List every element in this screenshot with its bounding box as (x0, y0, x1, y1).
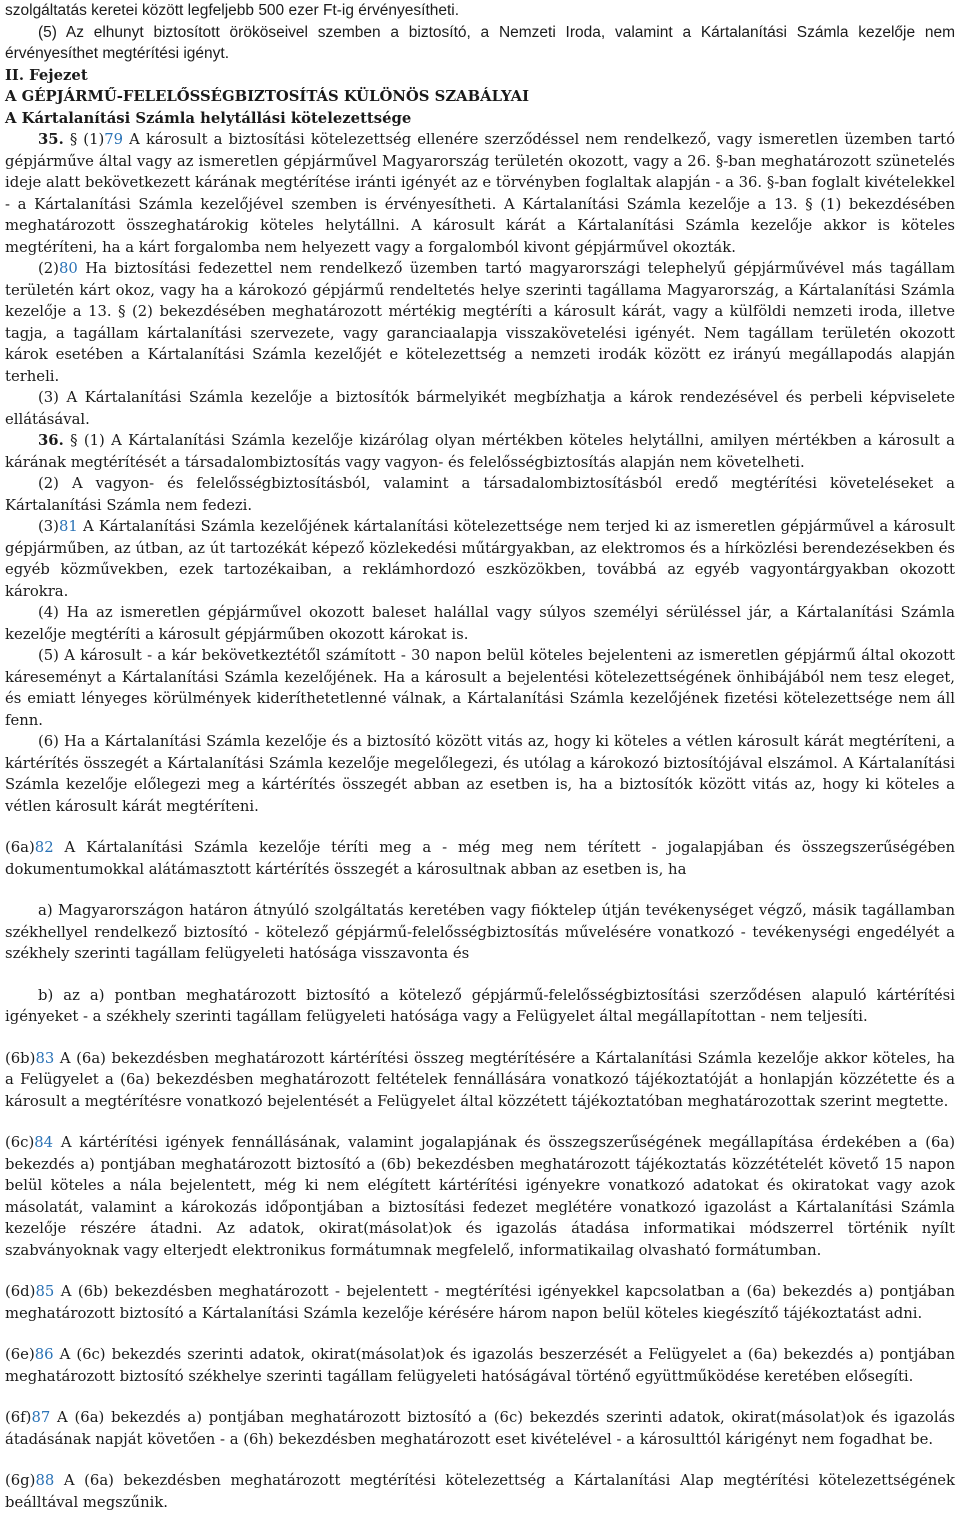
section-35-paragraph-2 (5, 258, 955, 387)
paragraph-6b-text: A (6a) bekezdésben meghatározott kártérítési összeg megtérítésére a Kártalanítási Számla kezelője akkor köteles, ha a Felügyelet a (6a) bekezdésben meghatározott feltételek fennállására vonatkozó tájékoztatóját a honlapján közzétette és a károsult a megtérítésre vonatkozó bejelentését a Felügyelet által közzétett tájékoztatóban meghatározottak szerint megtette. (5, 1049, 955, 1110)
section-subtitle: A Kártalanítási Számla helytállási kötelezettsége (5, 109, 412, 127)
paragraph-6e-text: A (6c) bekezdés szerinti adatok, okirat(másolat)ok és igazolás beszerzését a Felügyelet a (6a) bekezdés a) pontjában meghatározott biztosító székhelye szerinti tagállam felügyeleti hatóságával történő együttműködése keretében elősegíti. (5, 1346, 955, 1385)
paragraph-6a-prefix: (6a) (5, 839, 35, 856)
chapter-title: A GÉPJÁRMŰ-FELELŐSSÉGBIZTOSÍTÁS KÜLÖNÖS SZABÁLYAI (5, 88, 530, 105)
section-36-p3-text: A Kártalanítási Számla kezelőjének kártalanítási kötelezettsége nem terjed ki az ismeretlen gépjárművel a károsult gépjárműben, az útban, az út tartozékát képező közlekedési műtárgyakban, az elektromos és a hírközlési berendezésekben és egyéb közművekben, ezek tartozékaiban, a reklámhordozó eszközökben, továbbá az egyéb vagyontárgyakban okozott károkra. (5, 518, 955, 600)
paragraph-6a-point-b: b) az a) pontban meghatározott biztosító a kötelező gépjármű-felelősségbiztosítási szerződésen alapuló kártérítési igényeket - a székhely szerinti tagállam felügyeleti hatósága vagy a Felügyelet által megállapítottan - nem teljesíti. (5, 986, 955, 1025)
paragraph-6b (5, 1048, 955, 1113)
section-36-paragraph-3 (5, 516, 955, 602)
footnote-ref-86[interactable]: 86 (34, 1346, 54, 1363)
footnote-ref-82[interactable]: 82 (34, 839, 54, 856)
document-page (5, 0, 955, 1513)
section-36-paragraph-4: (4) Ha az ismeretlen gépjárművel okozott baleset halállal vagy súlyos személyi sérüléssel jár, a Kártalanítási Számla kezelője megtéríti a károsult gépjárműben okozott károkat is. (5, 604, 955, 643)
paragraph-6b-prefix: (6b) (5, 1049, 36, 1067)
section-35-p2-text: Ha biztosítási fedezettel nem rendelkező üzemben tartó magyarországi telephelyű gépjárművével más tagállam területén kárt okoz, vagy ha a károkozó gépjármű rendeltetés helye szerinti tagállama Magyarország, a Kártalanítási Számla kezelője a 13. § (2) bekezdésében meghatározott mértékig megtéríti a károsult kárát, vagy a külföldi nemzeti iroda, illetve tagja, a tagállam kártalanítási szervezete, vagy garanciaalapja visszakövetelési igényét. Nem tagállam területén okozott károk esetében a Kártalanítási Számla kezelőjét e kötelezettség a nemzeti irodák között ez irányú megállapodás alapján terheli. (5, 260, 955, 385)
footnote-ref-80[interactable]: 80 (58, 260, 78, 277)
section-36-paragraph-1 (5, 430, 955, 473)
footnote-ref-83[interactable]: 83 (35, 1049, 55, 1067)
section-35-paragraph-3: (3) A Kártalanítási Számla kezelője a biztosítók bármelyikét megbízhatja a károk rendezésével és perbeli képviselete ellátásával. (5, 389, 955, 428)
paragraph-6e (5, 1344, 955, 1387)
chapter-heading: II. Fejezet (5, 66, 88, 84)
section-36-p3-prefix: (3) (38, 518, 59, 535)
section-36-paragraph-5: (5) A károsult - a kár bekövetkeztétől számított - 30 napon belül köteles bejelenteni az ismeretlen gépjármű által okozott káreseményt a Kártalanítási Számla kezelőjének. Ha a károsult a bejelentési kötelezettségének önhibájából nem tesz eleget, és emiatt lényeges körülmények kideríthetetlenné válnak, a Kártalanítási Számla kezelőjének fizetési kötelezettsége nem áll fenn. (5, 647, 955, 729)
paragraph-6g-text: A (6a) bekezdésben meghatározott megtérítési kötelezettség a Kártalanítási Alap megtérítési kötelezettségének beálltával megszűnik. (5, 1472, 955, 1511)
paragraph-6f-prefix: (6f) (5, 1409, 32, 1426)
paragraph-6d-text: A (6b) bekezdésben meghatározott - bejelentett - megtérítési igényekkel kapcsolatban a (6a) bekezdés a) pontjában meghatározott biztosító a Kártalanítási Számla kezelője kérésére három napon belül köteles kiegészítő tájékoztatást adni. (5, 1283, 955, 1322)
section-35-paragraph-1 (5, 129, 955, 258)
paragraph-6a-point-a: a) Magyarországon határon átnyúló szolgáltatás keretében vagy fióktelep útján tevékenységet végző, másik tagállamban székhellyel rendelkező biztosító - kötelező gépjármű-felelősségbiztosítás művelésére vonatkozó - tevékenységi engedélyét a székhely szerinti tagállam felügyeleti hatósága visszavonta és (5, 902, 955, 962)
footnote-ref-88[interactable]: 88 (35, 1472, 55, 1489)
footnote-ref-84[interactable]: 84 (34, 1134, 54, 1151)
paragraph-6g (5, 1470, 955, 1513)
footnote-ref-81[interactable]: 81 (58, 518, 78, 535)
footnote-ref-79[interactable]: 79 (104, 131, 124, 148)
paragraph-6g-prefix: (6g) (5, 1472, 36, 1489)
paragraph-6c-prefix: (6c) (5, 1134, 35, 1151)
footnote-ref-85[interactable]: 85 (35, 1283, 55, 1300)
paragraph-6c-text: A kártérítési igények fennállásának, valamint jogalapjának és összegszerűségének megállapítása érdekében a (6a) bekezdés a) pontjában meghatározott biztosító a (6b) bekezdésben meghatározott tájékoztatás közzétételét követő 15 napon belül köteles a nála bejelentett, még ki nem elégített kártérítési igényekre vonatkozó adatokat és okiratokat vagy azok másolatát, valamint a károkozás időpontjában a biztosítási fedezet meglétére vonatkozó igazolást a Kártalanítási Számla kezelője részére átadni. Az adatok, okirat(másolat)ok és igazolás átadása informatikai módszerrel történik nyílt szabványoknak vagy elterjedt elektronikus formátumnak megfelelő, informatikailag olvasható formátumban. (5, 1134, 955, 1259)
section-36-paragraph-6: (6) Ha a Kártalanítási Számla kezelője és a biztosító között vitás az, hogy ki köteles a vétlen károsult kárát megtéríteni, a kártérítés összegét a Kártalanítási Számla kezelője megelőlegezi, és utólag a károkozó biztosítójával elszámol. A Kártalanítási Számla kezelője előlegezi meg a kártérítés összegét abban az esetben is, ha a biztosítók között vitás az, hogy ki köteles a vétlen károsult kárát megtéríteni. (5, 733, 955, 815)
intro-line-1: szolgáltatás keretei között legfeljebb 500 ezer Ft-ig érvényesítheti. (5, 2, 460, 19)
paragraph-6a (5, 837, 955, 880)
section-35-number: 35. (38, 131, 64, 148)
section-36-p1-text: § (1) A Kártalanítási Számla kezelője kizárólag olyan mértékben köteles helytállni, amilyen mértékben a károsult a kárának megtérítését a társadalombiztosítás vagy vagyon- és felelősségbiztosítás alapján nem követelheti. (5, 432, 955, 471)
paragraph-6f (5, 1407, 955, 1450)
footnote-ref-87[interactable]: 87 (31, 1409, 51, 1426)
paragraph-6a-text: A Kártalanítási Számla kezelője téríti meg a - még meg nem térített - jogalapjában és összegszerűségében dokumentumokkal alátámasztott kártérítés összegét a károsultnak abban az esetben is, ha (5, 839, 955, 878)
section-36-paragraph-2: (2) A vagyon- és felelősségbiztosításból, valamint a társadalombiztosításból eredő megtérítési követeléseket a Kártalanítási Számla nem fedezi. (5, 475, 955, 514)
paragraph-6c (5, 1132, 955, 1261)
paragraph-6d-prefix: (6d) (5, 1283, 36, 1300)
section-35-p1-prefix: § (1) (69, 131, 105, 148)
paragraph-6f-text: A (6a) bekezdés a) pontjában meghatározott biztosító a (6c) bekezdés szerinti adatok, okirat(másolat)ok és igazolás átadásának napját követően - a (6h) bekezdésben meghatározott eset kivételével - a károsulttól kárigényt nem fogadhat be. (5, 1409, 955, 1448)
intro-paragraph-5: (5) Az elhunyt biztosított örököseivel szemben a biztosító, a Nemzeti Iroda, valamint a Kártalanítási Számla kezelője nem érvényesíthet megtérítési igényt. (5, 23, 955, 62)
section-35-p1-text: A károsult a biztosítási kötelezettség ellenére szerződéssel nem rendelkező, vagy ismeretlen üzemben tartó gépjárműve által vagy az ismeretlen gépjárművel Magyarország területén okozott, vagy a 26. §-ban meghatározott szünetelés ideje alatt bekövetkezett kárának megtérítése iránti igényét az e törvényben foglaltak alapján - a 36. §-ban foglalt kivételekkel - a Kártalanítási Számla kezelőjével szemben is érvényesítheti. A Kártalanítási Számla kezelője a 13. § (1) bekezdésében meghatározott összeghatárokig köteles helytállni. A károsult kárát a Kártalanítási Számla kezelője akkor is köteles megtéríteni, ha a kárt forgalomba nem helyezett vagy a forgalomból kivont gépjárművel okozták. (5, 131, 955, 256)
paragraph-6d (5, 1281, 955, 1324)
paragraph-6e-prefix: (6e) (5, 1346, 35, 1363)
section-36-number: 36. (38, 432, 64, 449)
section-35-p2-prefix: (2) (38, 260, 59, 277)
